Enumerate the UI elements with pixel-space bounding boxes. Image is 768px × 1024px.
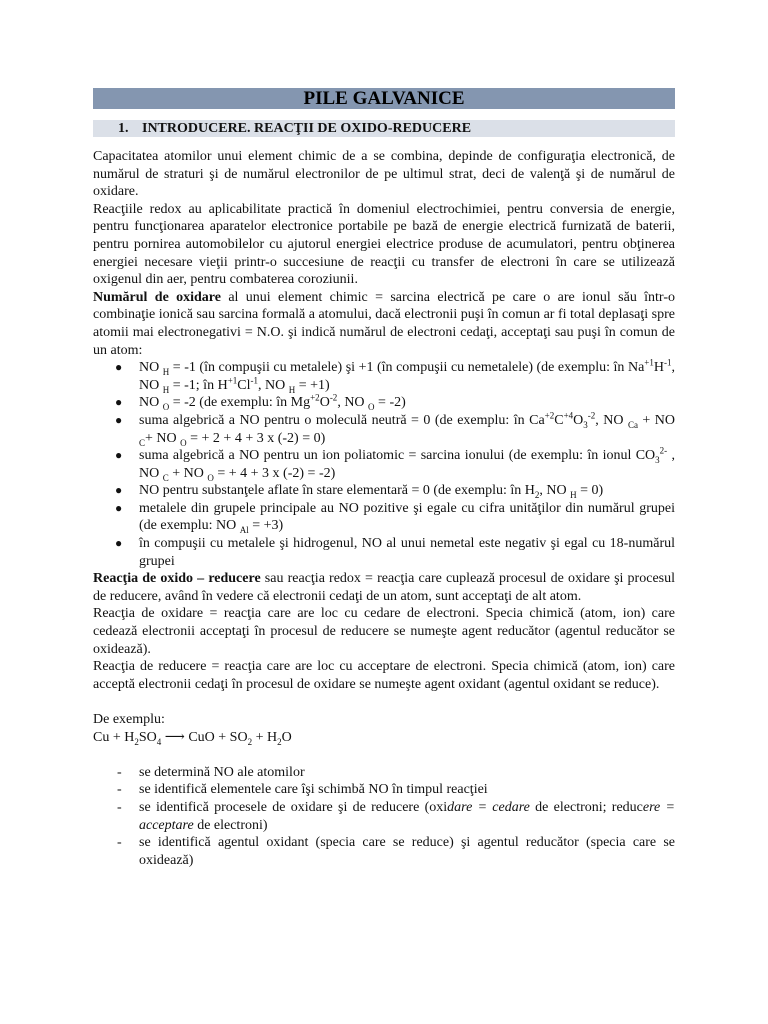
oxidation-number-definition	[93, 289, 675, 359]
bullet-icon: ●	[115, 412, 123, 427]
oxidation-number-text: al unui element chimic = sarcina electrică pe care o are ionul său într-o combinaţie ionică sau sarcina formală a atomului, dacă electronii puşi în comun ar fi total deplasaţi spre atomii mai electronegativi = N.O. şi indică numărul de electroni cedaţi, acceptaţi sau puşi în comun de un atom:	[93, 289, 675, 358]
dash-bullet-icon: -	[117, 799, 122, 815]
rule-text: NO pentru substanţele aflate în stare elementară = 0 (de exemplu: în $H_2$, NO $_H$ = 0)	[139, 483, 604, 501]
rule-item	[93, 482, 675, 500]
bullet-icon: ●	[115, 483, 123, 498]
blank-line	[93, 693, 675, 711]
reduction-paragraph: Reacţia de reducere = reacţia care are loc cu acceptare de electroni. Specia chimică (atom, ion) care acceptă electronii cedaţi în procesul de oxidare se numeşte agent oxidant (agentul oxidant se reduce).	[93, 659, 675, 692]
step-text: se determină NO ale atomilor	[139, 764, 305, 780]
bullet-icon: ●	[115, 360, 123, 375]
step-item	[93, 764, 675, 782]
bullet-icon: ●	[115, 448, 123, 463]
rule-text: în compuşii cu metalele şi hidrogenul, NO al unui nemetal este negativ şi egal cu 18-numărul grupei	[139, 536, 675, 569]
bullet-icon: ●	[115, 500, 123, 515]
redox-text: sau reacţia redox = reacţia care cuplează procesul de oxidare şi procesul de reducere, având în vedere că electronii cedaţi de un atom, sunt acceptaţi de alt atom.	[93, 571, 675, 604]
page-title: PILE GALVANICE	[93, 88, 675, 109]
step-text: se identifică agentul oxidant (specia care se reduce) şi agentul reducător (specia care se oxidează)	[139, 835, 675, 868]
dash-bullet-icon: -	[117, 764, 122, 780]
intro-paragraph-2: Reacţiile redox au aplicabilitate practică în domeniul electrochimiei, pentru conversia de energie, pentru funcţionarea aparatelor electronice portabile pe bază de energie electrică furnizată de baterii, pentru pornirea automobilelor cu ajutorul energiei electrice produse de acumulatori, pentru obţinerea energiei necesare vieţii printr-o succesiune de reacţii cu transfer de electroni în care se utilizează oxigenul din aer, pentru combaterea coroziunii.	[93, 201, 675, 288]
oxidation-number-term: Numărul de oxidare	[93, 289, 221, 305]
example-equation: $Cu + H_2SO_4$ ⟶ CuO + $SO_2 + H_2O$	[93, 729, 292, 747]
rule-text: NO $_O$ = -2 (de exemplu: în $Mg^{+2}O^{-2}$, NO $_O$ = -2)	[139, 392, 406, 413]
intro-paragraph-1: Capacitatea atomilor unui element chimic de a se combina, depinde de configuraţia electronică, de numărul de straturi şi de numărul electronilor de pe ultimul strat, deci de valenţă şi de numărul de oxidare.	[93, 149, 675, 200]
step-text: se identifică procesele de oxidare şi de reducere (oxidare = cedare de electroni; reducere = acceptare de electroni)	[139, 799, 675, 833]
procedure-steps	[93, 764, 675, 870]
rule-text: metalele din grupele principale au NO pozitive şi egale cu cifra unităţilor din numărul grupei (de exemplu: NO $_{Al}$ = +3)	[139, 500, 675, 536]
rule-item	[93, 500, 675, 535]
bullet-icon: ●	[115, 536, 123, 551]
section-number: 1.	[118, 121, 129, 136]
rule-text: NO $_H$ = -1 (în compuşii cu metalele) şi +1 (în compuşii cu nemetalele) (de exemplu: în $Na^{+1}H^{-1}$, NO $_H$ = -1; în $H^{+1}Cl^{-1}$, NO $_H$ = +1)	[139, 357, 675, 395]
blank-line	[93, 746, 675, 764]
step-item	[93, 799, 675, 834]
example-label: De exemplu:	[93, 712, 165, 727]
section-title: INTRODUCERE. REACŢII DE OXIDO-REDUCERE	[142, 121, 472, 136]
step-item	[93, 781, 675, 799]
rule-item	[93, 412, 675, 447]
redox-definition	[93, 570, 675, 605]
oxidation-number-rules	[93, 359, 675, 570]
dash-bullet-icon: -	[117, 782, 122, 798]
rule-text: suma algebrică a NO pentru o moleculă neutră = 0 (de exemplu: în $Ca^{+2}C^{+4}O_3^{-2}$, NO $_{Ca}$ + NO $_C$+ NO $_O$ = + 2 + 4 + 3 x (-2) = 0)	[139, 410, 675, 448]
step-item	[93, 834, 675, 869]
document-body	[93, 148, 675, 869]
step-text: se identifică elementele care îşi schimbă NO în timpul reacţiei	[139, 782, 488, 798]
rule-text: suma algebrică a NO pentru un ion poliatomic = sarcina ionului (de exemplu: în ionul $CO_3^{2-}$ , NO $_C$ + NO $_O$ = + 4 + 3 x (-2) = -2)	[139, 445, 675, 483]
section-heading	[93, 120, 675, 137]
rule-item	[93, 535, 675, 570]
page-content	[93, 88, 675, 869]
bullet-icon: ●	[115, 395, 123, 410]
dash-bullet-icon: -	[117, 835, 122, 851]
redox-term: Reacţia de oxido – reducere	[93, 571, 261, 587]
oxidation-paragraph: Reacţia de oxidare = reacţia care are loc cu cedare de electroni. Specia chimică (atom, ion) care cedează electronii acceptaţi în procesul de reducere se numeşte agent reducător (agentul reducător se oxidează).	[93, 606, 675, 657]
rule-item	[93, 447, 675, 482]
rule-item	[93, 359, 675, 394]
